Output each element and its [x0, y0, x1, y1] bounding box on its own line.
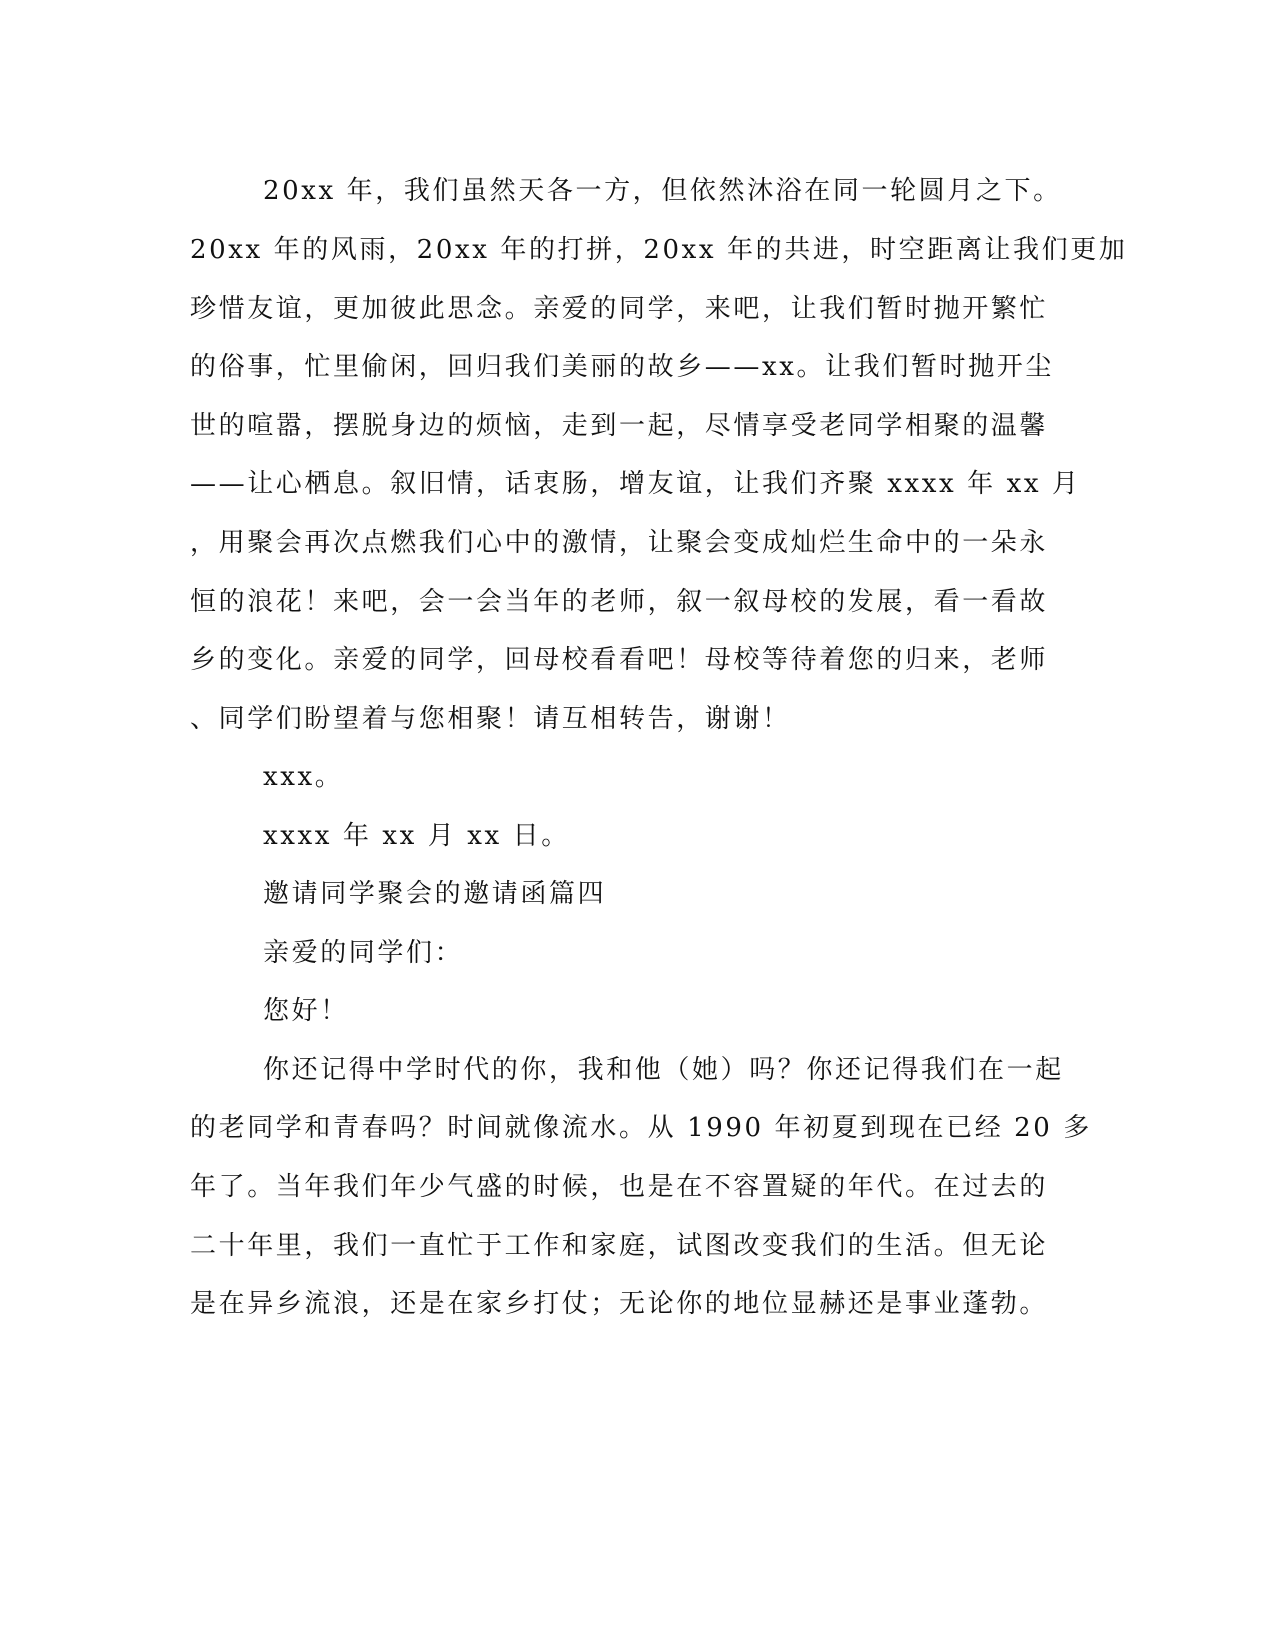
- signature-line: xxx。: [263, 762, 344, 792]
- date-line: xxxx 年 xx 月 xx 日。: [263, 821, 570, 851]
- section-heading: 邀请同学聚会的邀请函篇四: [263, 879, 607, 909]
- paragraph-line: 你还记得中学时代的你，我和他（她）吗？你还记得我们在一起: [263, 1055, 1064, 1085]
- paragraph-line: 珍惜友谊，更加彼此思念。亲爱的同学，来吧，让我们暂时抛开繁忙: [190, 294, 1049, 324]
- paragraph-line: 世的喧嚣，摆脱身边的烦恼，走到一起，尽情享受老同学相聚的温馨: [190, 411, 1049, 441]
- paragraph-line: 20xx 年，我们虽然天各一方，但依然沐浴在同一轮圆月之下。: [263, 176, 1062, 206]
- paragraph-line: 的老同学和青春吗？时间就像流水。从 1990 年初夏到现在已经 20 多: [190, 1113, 1092, 1143]
- paragraph-line: 、同学们盼望着与您相聚！请互相转告，谢谢！: [190, 704, 791, 734]
- paragraph-line: ——让心栖息。叙旧情，话衷肠，增友谊，让我们齐聚 xxxx 年 xx 月: [190, 469, 1081, 499]
- paragraph-line: 恒的浪花！来吧，会一会当年的老师，叙一叙母校的发展，看一看故: [190, 587, 1049, 617]
- paragraph-line: 二十年里，我们一直忙于工作和家庭，试图改变我们的生活。但无论: [190, 1231, 1049, 1261]
- paragraph-line: 的俗事，忙里偷闲，回归我们美丽的故乡——xx。让我们暂时抛开尘: [190, 352, 1054, 382]
- paragraph-line: 乡的变化。亲爱的同学，回母校看看吧！母校等待着您的归来，老师: [190, 645, 1049, 675]
- paragraph-line: 20xx 年的风雨，20xx 年的打拼，20xx 年的共进，时空距离让我们更加: [190, 235, 1128, 265]
- paragraph-line: 年了。当年我们年少气盛的时候，也是在不容置疑的年代。在过去的: [190, 1172, 1049, 1202]
- paragraph-line: ，用聚会再次点燃我们心中的激情，让聚会变成灿烂生命中的一朵永: [190, 528, 1049, 558]
- paragraph-line: 是在异乡流浪，还是在家乡打仗；无论你的地位显赫还是事业蓬勃。: [190, 1289, 1049, 1319]
- greeting: 您好！: [263, 996, 349, 1026]
- salutation: 亲爱的同学们：: [263, 938, 464, 968]
